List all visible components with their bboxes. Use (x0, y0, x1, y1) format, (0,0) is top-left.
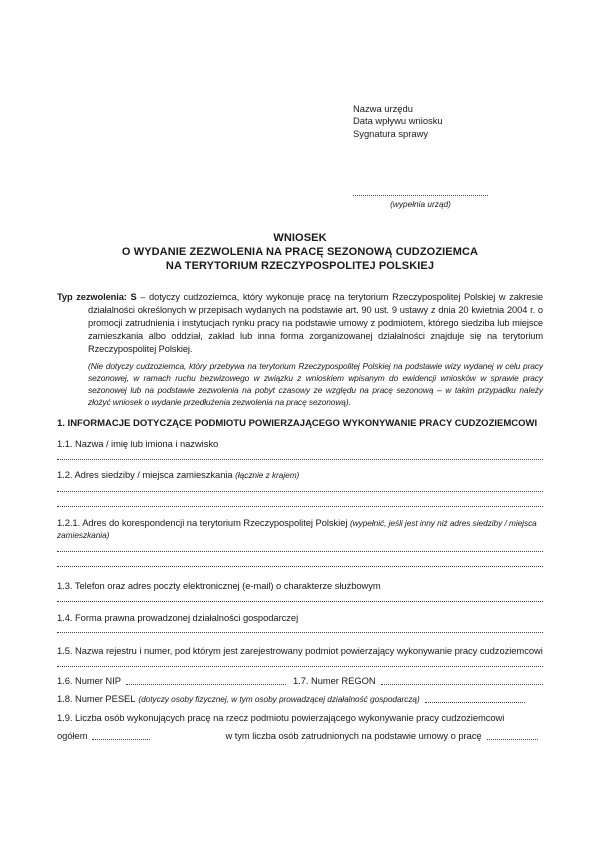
field-1-1-label: 1.1. Nazwa / imię lub imiona i nazwisko (57, 438, 219, 450)
office-header-block (353, 0, 543, 209)
field-1-2-fill-line-2 (57, 506, 543, 507)
form-title-line-3: NA TERYTORIUM RZECZYPOSPOLITEJ POLSKIEJ (165, 260, 435, 273)
field-1-9-label: 1.9. Liczba osób wykonujących pracę na rzecz podmiotu powierzającego wykonywanie pracy cudzoziemcowi (57, 712, 505, 724)
permit-type-separator: – (140, 292, 146, 303)
field-1-6-group (57, 675, 286, 687)
field-1-3-label: 1.3. Telefon oraz adres poczty elektronicznej (e-mail) o charakterze służbowym (57, 580, 381, 592)
office-fill-line (353, 195, 488, 196)
field-1-2-label (57, 469, 543, 481)
field-1-2-1-fill-line-2 (57, 566, 543, 567)
permit-type-code: S (130, 292, 137, 303)
field-1-7-group (293, 675, 543, 687)
field-1-2-note: (łącznie z krajem) (235, 470, 300, 481)
application-receipt-date-label: Data wpływu wniosku (353, 115, 443, 127)
field-1-2-label-text: 1.2. Adres siedziby / miejsca zamieszkania (57, 469, 233, 481)
field-1-9-employment-label: w tym liczba osób zatrudnionych na podstawie umowy o pracę (225, 730, 482, 742)
field-1-2-1-label-text: 1.2.1. Adres do korespondencji na terytorium Rzeczypospolitej Polskiej (57, 517, 348, 529)
field-1-9-total-fill-line (92, 739, 150, 740)
field-1-6-1-7-row (57, 675, 543, 687)
field-1-4-label: 1.4. Forma prawna prowadzonej działalności gospodarczej (57, 612, 299, 624)
section-1-heading: 1. INFORMACJE DOTYCZĄCE PODMIOTU POWIERZAJĄCEGO WYKONYWANIE PRACY CUDZOZIEMCOWI (57, 418, 538, 430)
form-title-line-2: O WYDANIE ZEZWOLENIA NA PRACĘ SEZONOWĄ CUDZOZIEMCA (121, 246, 479, 259)
field-1-2-fill-line-1 (57, 491, 543, 492)
field-1-4-fill-line (57, 632, 543, 633)
case-reference-label: Sygnatura sprawy (353, 127, 429, 139)
permit-type-description: dotyczy cudzoziemca, który wykonuje pracę na terytorium Rzeczypospolitej Polskiej w zakresie działalności określonych w przepisach wydanych na podstawie art. 90 ust. 9 ustawy z dnia 20 kwietnia 2004 r. o promocji zatrudnienia i instytucjach rynku pracy na podstawie umowy z podmiotem, którego siedziba lub miejsce zamieszkania albo oddział, zakład lub inna forma zorganizowanej działalności znajduje się na terytorium Rzeczypospolitej Polskiej. (88, 292, 543, 355)
form-title-line-1: WNIOSEK (273, 232, 327, 245)
field-1-8-fill-line (425, 702, 525, 703)
field-1-2-1-note: (wypełnić, jeśli jest inny niż adres siedziby / miejsca zamieszkania) (57, 518, 537, 541)
field-1-9-values-row (57, 730, 543, 742)
field-1-5-label: 1.5. Nazwa rejestru i numer, pod którym jest zarejestrowany podmiot powierzający wykonywanie pracy cudzoziemcowi (57, 645, 543, 657)
field-1-9-employment-fill-line (487, 739, 538, 740)
field-1-8-label: 1.8. Numer PESEL (57, 693, 136, 705)
field-1-8-note: (dotyczy osoby fizycznej, w tym osoby prowadzącej działalność gospodarczą) (138, 694, 420, 705)
field-1-6-label: 1.6. Numer NIP (57, 675, 121, 687)
field-1-6-fill-line (126, 684, 286, 685)
office-name-label: Nazwa urzędu (353, 103, 413, 114)
form-title (57, 231, 543, 273)
office-fill-caption: (wypełnia urząd) (390, 199, 451, 210)
field-1-2-1-label (57, 517, 543, 541)
field-1-5-fill-line (57, 666, 543, 667)
field-1-1-fill-line (57, 459, 543, 460)
permit-exclusion-note: (Nie dotyczy cudzoziemca, który przebywa na terytorium Rzeczypospolitej Polskiej na podstawie wizy wydanej w celu pracy sezonowej, w ramach ruchu bezwizowego w związku z wnioskiem wpisanym do ewidencji wniosków w sprawie pracy sezonowej lub na podstawie zezwolenia na pobyt czasowy ze względu na pracę sezonową – w takim przypadku należy złożyć wniosek o wydanie przedłużenia zezwolenia na pracę sezonową). (88, 361, 543, 408)
permit-type-paragraph (57, 291, 543, 356)
field-1-8-row (57, 693, 543, 705)
field-1-3-fill-line (57, 601, 543, 602)
field-1-7-label: 1.7. Numer REGON (293, 675, 376, 687)
field-1-7-fill-line (381, 684, 543, 685)
office-fill-area (353, 195, 488, 209)
permit-type-label: Typ zezwolenia: (57, 292, 127, 303)
field-1-9-total-label: ogółem (57, 730, 88, 742)
field-1-2-1-fill-line-1 (57, 551, 543, 552)
